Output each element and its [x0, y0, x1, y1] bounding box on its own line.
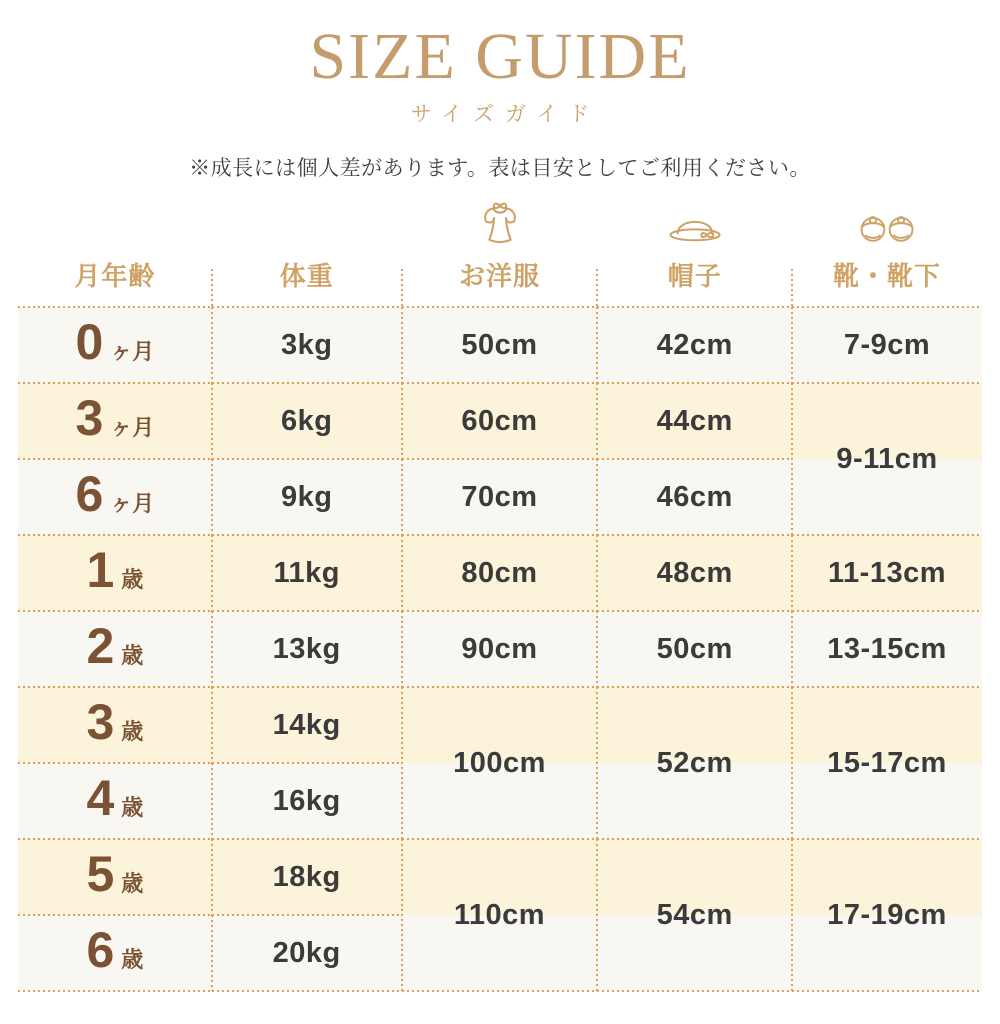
shoes-cell: 11-13cm: [792, 535, 982, 611]
shoes-cell-merged: 9-11cm: [792, 383, 982, 535]
clothes-cell: 70cm: [402, 459, 598, 535]
weight-cell: 6kg: [212, 383, 402, 459]
age-cell: [18, 687, 212, 763]
age-number: 4: [86, 770, 115, 826]
age-number: 2: [86, 618, 115, 674]
shoes-cell-merged: 15-17cm: [792, 687, 982, 839]
column-header-age: [18, 212, 212, 307]
age-number: 1: [86, 542, 115, 598]
hat-cell: 46cm: [597, 459, 792, 535]
disclaimer-note: ※成長には個人差があります。表は目安としてご利用ください。: [189, 157, 811, 180]
page-title: SIZE GUIDE: [309, 20, 691, 93]
column-header-hat: [597, 212, 792, 307]
age-cell: [18, 307, 212, 383]
shoes-cell-merged: 17-19cm: [792, 839, 982, 991]
hat-cell: 42cm: [597, 307, 792, 383]
age-cell: [18, 459, 212, 535]
column-header-clothes: [402, 212, 598, 307]
hat-cell-merged: 52cm: [597, 687, 792, 839]
age-unit: 歳: [121, 947, 144, 972]
age-cell: [18, 383, 212, 459]
age-unit: 歳: [121, 719, 144, 744]
hat-cell: 48cm: [597, 535, 792, 611]
clothes-cell-merged: 110cm: [402, 839, 598, 991]
age-cell: [18, 535, 212, 611]
age-cell: [18, 839, 212, 915]
age-unit: ヶ月: [110, 415, 155, 440]
clothes-cell-merged: 100cm: [402, 687, 598, 839]
clothes-cell: 90cm: [402, 611, 598, 687]
age-unit: 歳: [121, 643, 144, 668]
dress-icon: [474, 199, 526, 247]
column-header-weight: [212, 212, 402, 307]
size-table: [18, 212, 982, 991]
age-unit: ヶ月: [110, 491, 155, 516]
page-subtitle: サイズガイド: [410, 103, 601, 126]
clothes-cell: 80cm: [402, 535, 598, 611]
age-unit: 歳: [121, 795, 144, 820]
weight-cell: 11kg: [212, 535, 402, 611]
weight-cell: 16kg: [212, 763, 402, 839]
age-number: 6: [75, 466, 104, 522]
age-cell: [18, 611, 212, 687]
weight-cell: 14kg: [212, 687, 402, 763]
age-number: 6: [86, 922, 115, 978]
weight-cell: 18kg: [212, 839, 402, 915]
baby-shoes-icon: [858, 203, 916, 247]
column-header-label: 月年齢: [74, 261, 156, 291]
clothes-cell: 60cm: [402, 383, 598, 459]
column-header-label: 体重: [279, 261, 334, 291]
column-header-shoes: [792, 212, 982, 307]
shoes-cell: 13-15cm: [792, 611, 982, 687]
age-unit: 歳: [121, 871, 144, 896]
hat-cell-merged: 54cm: [597, 839, 792, 991]
weight-cell: 9kg: [212, 459, 402, 535]
age-cell: [18, 763, 212, 839]
hat-icon: [665, 209, 725, 247]
weight-cell: 13kg: [212, 611, 402, 687]
age-cell: [18, 915, 212, 991]
age-unit: 歳: [121, 567, 144, 592]
weight-cell: 20kg: [212, 915, 402, 991]
clothes-cell: 50cm: [402, 307, 598, 383]
column-header-label: お洋服: [458, 261, 540, 291]
column-header-label: 靴・靴下: [833, 261, 942, 291]
hat-cell: 44cm: [597, 383, 792, 459]
hat-cell: 50cm: [597, 611, 792, 687]
age-number: 3: [86, 694, 115, 750]
age-unit: ヶ月: [110, 339, 155, 364]
age-number: 0: [75, 314, 104, 370]
age-number: 5: [86, 846, 115, 902]
size-guide-page: [0, 20, 1000, 1024]
weight-cell: 3kg: [212, 307, 402, 383]
age-number: 3: [75, 390, 104, 446]
shoes-cell: 7-9cm: [792, 307, 982, 383]
column-header-label: 帽子: [667, 261, 722, 291]
